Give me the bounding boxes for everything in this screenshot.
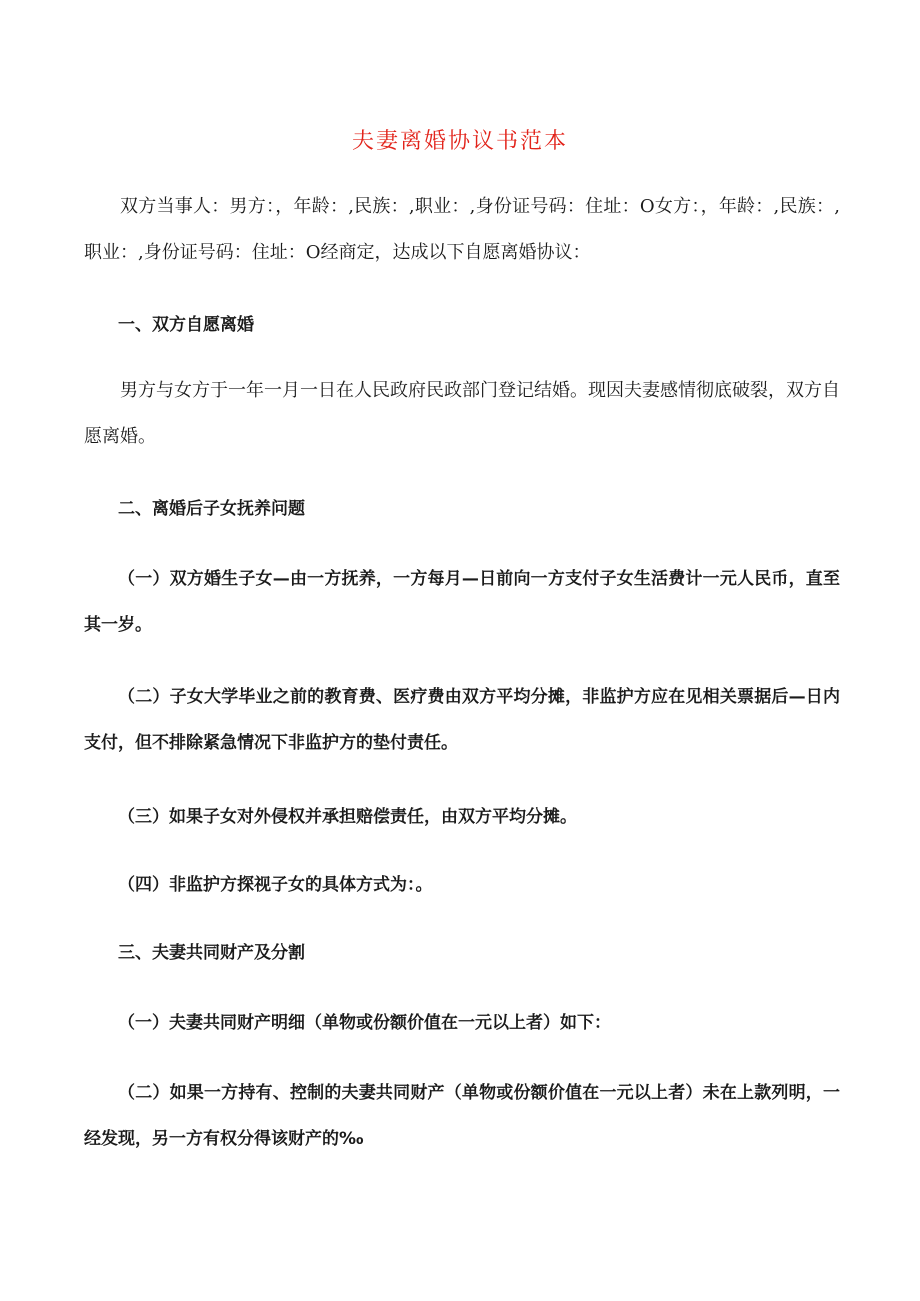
paragraph-marriage-registration: 男方与女方于一年一月一日在人民政府民政部门登记结婚。现因夫妻感情彻底破裂，双方自愿离婚。 [84,380,840,447]
clause-education-medical-costs: （二）子女大学毕业之前的教育费、医疗费由双方平均分摊，非监护方应在见相关票据后—日内支付，但不排除紧急情况下非监护方的垫付责任。 [84,687,840,753]
clause-joint-property-list: （一）夫妻共同财产明细（单物或份额价值在一元以上者）如下： [118,1013,611,1033]
clause-child-custody: （一）双方婚生子女—由一方抚养，一方每月—日前向一方支付子女生活费计一元人民币，直至其一岁。 [84,569,840,635]
clause-tort-liability: （三）如果子女对外侵权并承担赔偿责任，由双方平均分摊。 [118,807,577,827]
paragraph-parties: 双方当事人：男方：，年龄：,民族：,职业：,身份证号码：住址：O女方：，年龄：,民族：,职业：,身份证号码：住址：O经商定，达成以下自愿离婚协议： [84,196,840,263]
clause-undisclosed-property: （二）如果一方持有、控制的夫妻共同财产（单物或份额价值在一元以上者）未在上款列明，一经发现，另一方有权分得该财产的‰ [84,1083,840,1149]
clause-visitation: （四）非监护方探视子女的具体方式为：。 [118,875,433,895]
document-title: 夫妻离婚协议书范本 [351,129,568,154]
section-heading-3: 三、夫妻共同财产及分割 [118,943,305,963]
section-heading-1: 一、双方自愿离婚 [118,315,254,335]
section-heading-2: 二、离婚后子女抚养问题 [118,499,305,519]
